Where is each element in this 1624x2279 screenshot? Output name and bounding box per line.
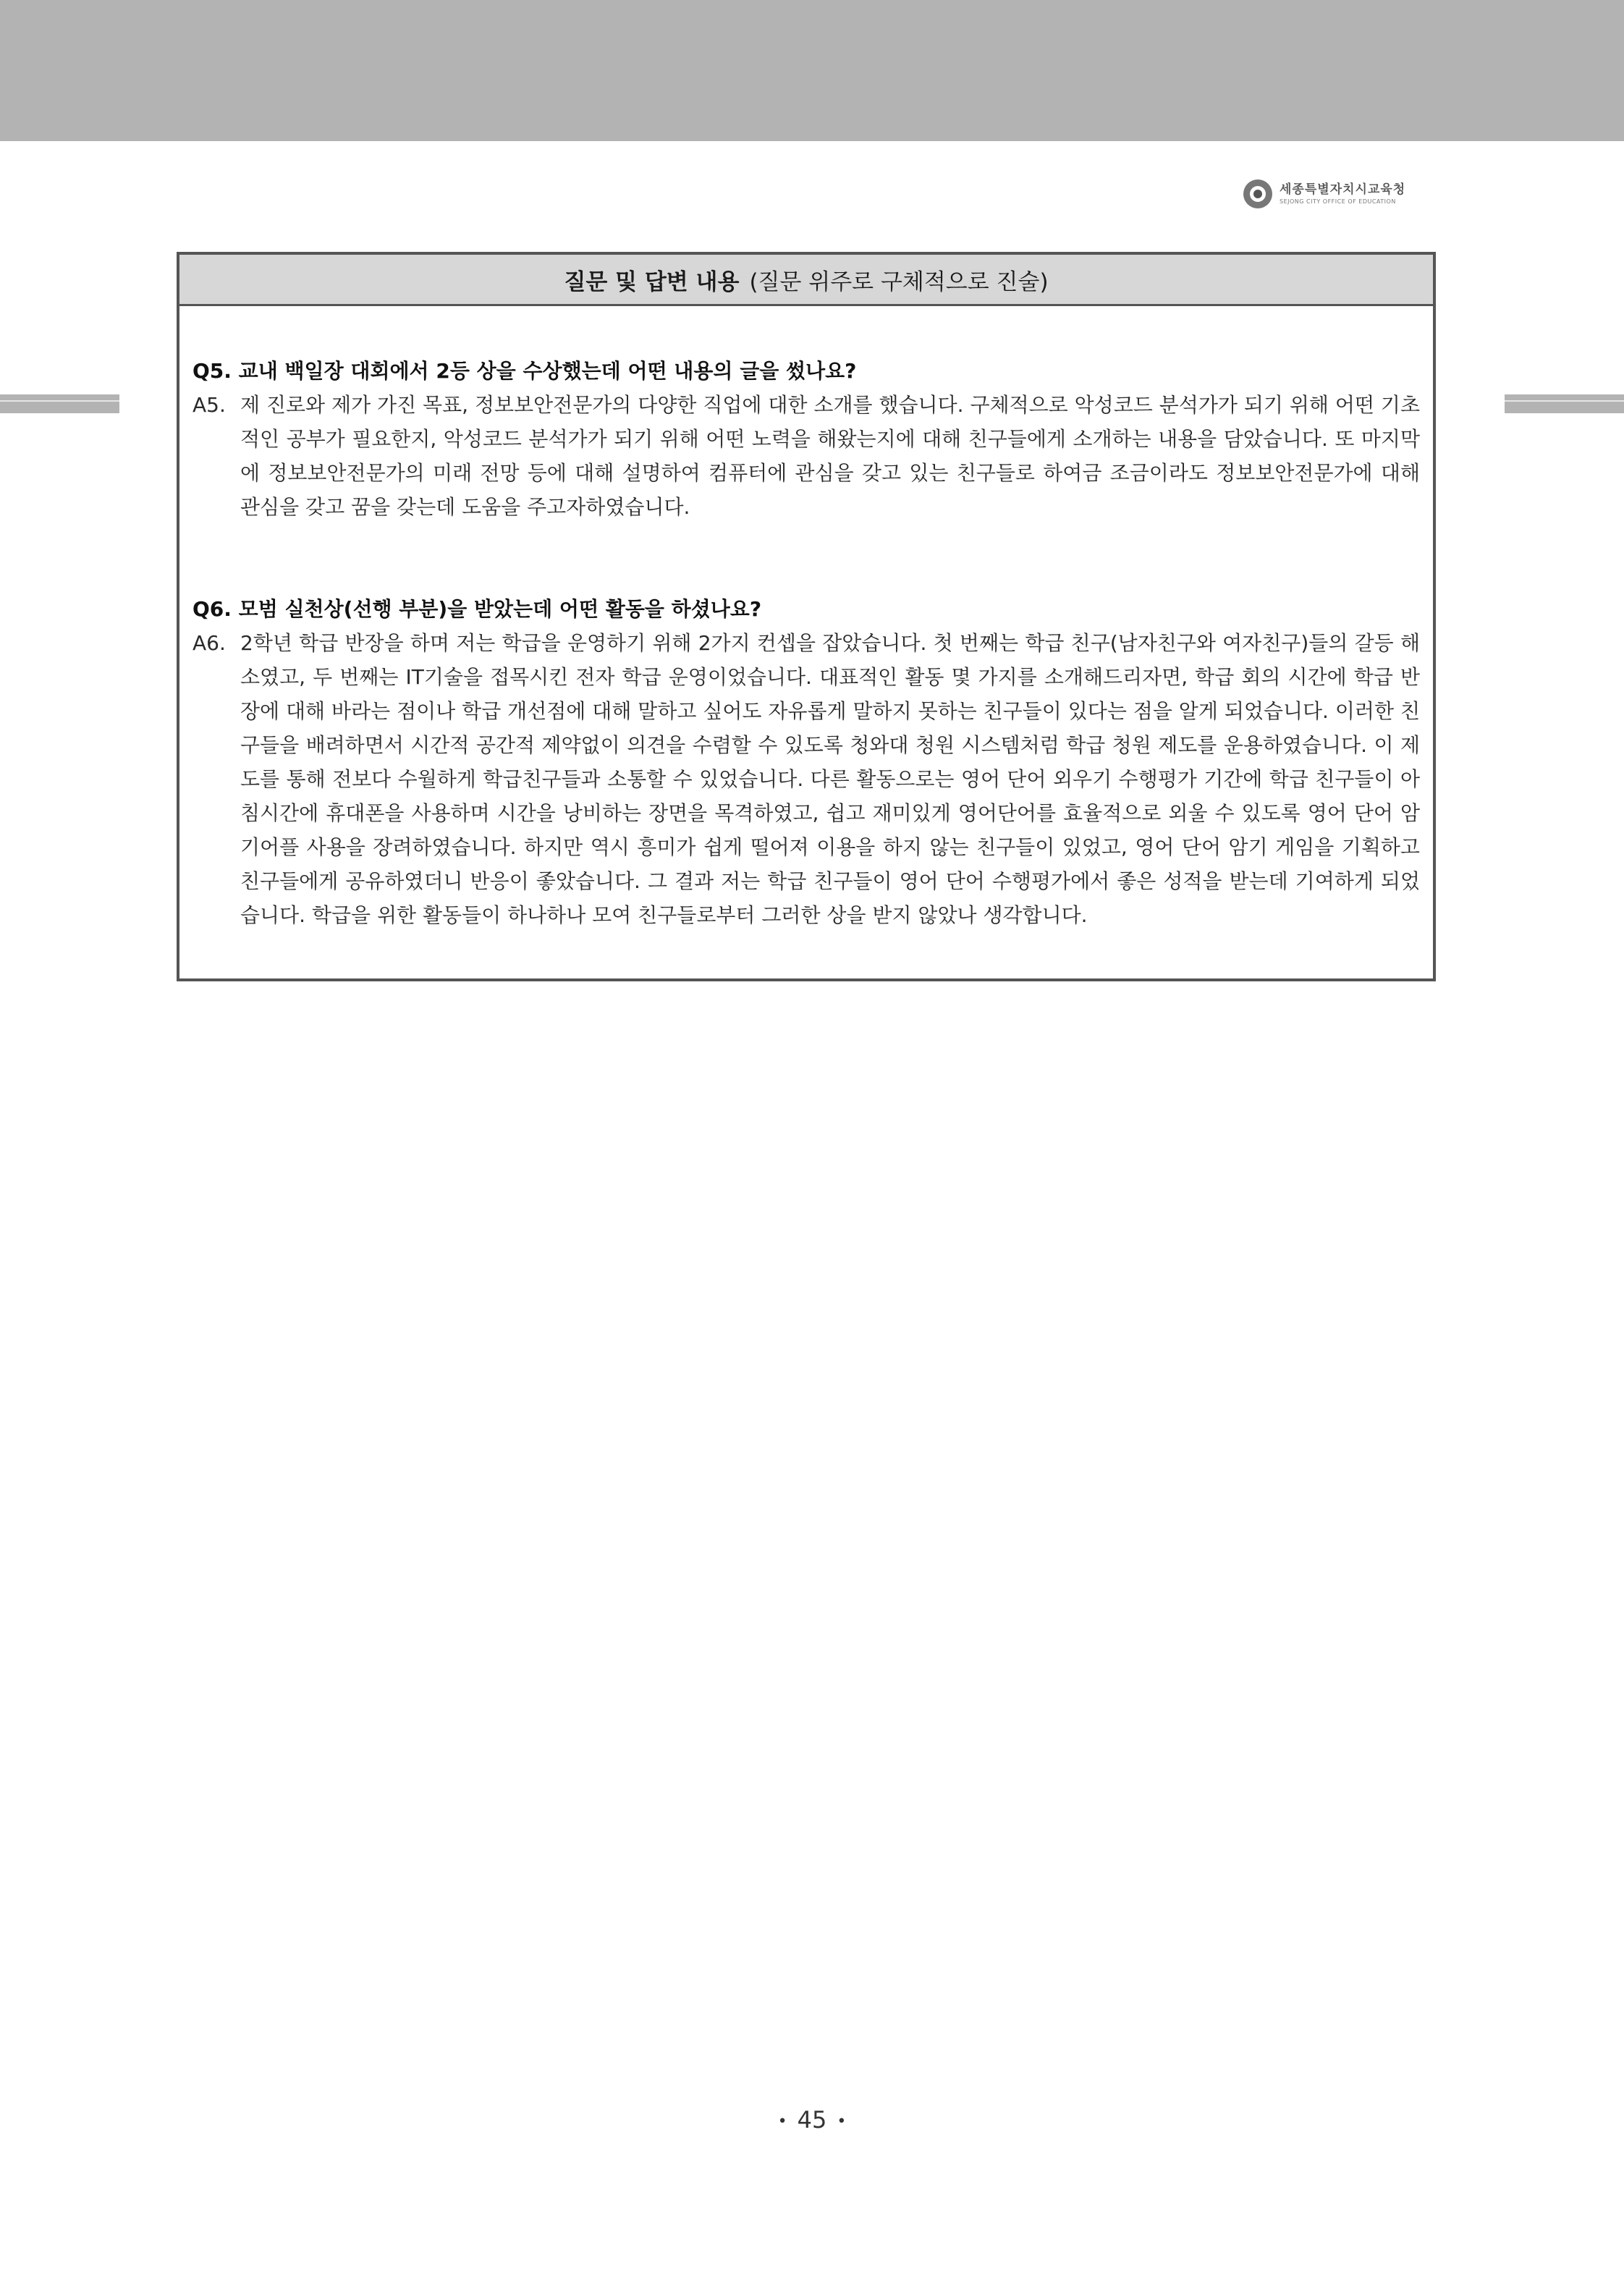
question-q6: Q6. 모범 실천상(선행 부분)을 받았는데 어떤 활동을 하셨나요? — [193, 597, 762, 621]
page-number: 45 — [797, 2106, 827, 2134]
qa-body — [179, 306, 1433, 932]
qa-content-box — [177, 252, 1436, 981]
bullet-right: • — [837, 2112, 847, 2131]
answer-prefix: A5. — [193, 393, 226, 417]
spacer — [193, 524, 1420, 592]
answer-prefix: A6. — [193, 631, 226, 655]
emblem-icon — [1243, 179, 1272, 208]
qa-box-title-note: (질문 위주로 구체적으로 진술) — [749, 269, 1049, 295]
right-decorative-stripe — [1505, 394, 1624, 413]
answer-text: 2학년 학급 반장을 하며 저는 학급을 운영하기 위해 2가지 컨셉을 잡았습니다. 첫 번째는 학급 친구(남자친구와 여자친구)들의 갈등 해소였고, 두 번째는 IT기술을 접목시킨 전자 학급 운영이었습니다. 대표적인 활동 몇 가지를 소개해드리자면, 학급 회의 시간에 학급 반장에 대해 바라는 점이나 학급 개선점에 대해 말하고 싶어도 자유롭게 말하지 못하는 친구들이 있다는 점을 알게 되었습니다. 이러한 친구들을 배려하면서 시간적 공간적 제약없이 의견을 수렴할 수 있도록 청와대 청원 시스템처럼 학급 청원 제도를 운용하였습니다. 이 제도를 통해 전보다 수월하게 학급친구들과 소통할 수 있었습니다. 다른 활동으로는 영어 단어 외우기 수행평가 기간에 학급 친구들이 아침시간에 휴대폰을 사용하며 시간을 낭비하는 장면을 목격하였고, 쉽고 재미있게 영어단어를 효율적으로 외울 수 있도록 영어 단어 암기어플 사용을 장려하였습니다. 하지만 역시 흥미가 쉽게 떨어져 이용을 하지 않는 친구들이 있었고, 영어 단어 암기 게임을 기획하고 친구들에게 공유하였더니 반응이 좋았습니다. 그 결과 저는 학급 친구들이 영어 단어 수행평가에서 좋은 성적을 받는데 기여하게 되었습니다. 학급을 위한 활동들이 하나하나 모여 친구들로부터 그러한 상을 받지 않았나 생각합니다. — [240, 631, 1420, 927]
left-decorative-stripe — [0, 394, 119, 413]
answer-a6 — [193, 626, 1420, 932]
office-of-education-logo — [1243, 179, 1405, 208]
top-decorative-band — [0, 0, 1624, 141]
bullet-left: • — [777, 2112, 787, 2131]
qa-box-title-bold: 질문 및 답변 내용 — [564, 269, 740, 295]
logo-text-group — [1280, 184, 1405, 205]
qa-box-title — [179, 255, 1433, 306]
question-q5: Q5. 교내 백일장 대회에서 2등 상을 수상했는데 어떤 내용의 글을 썼나요? — [193, 359, 857, 383]
answer-text: 제 진로와 제가 가진 목표, 정보보안전문가의 다양한 직업에 대한 소개를 했습니다. 구체적으로 악성코드 분석가가 되기 위해 어떤 기초적인 공부가 필요한지, 악성코드 분석가가 되기 위해 어떤 노력을 해왔는지에 대해 친구들에게 소개하는 내용을 담았습니다. 또 마지막에 정보보안전문가의 미래 전망 등에 대해 설명하여 컴퓨터에 관심을 갖고 있는 친구들로 하여금 조금이라도 정보보안전문가에 대해 관심을 갖고 꿈을 갖는데 도움을 주고자하였습니다. — [240, 393, 1420, 519]
answer-a5 — [193, 388, 1420, 524]
logo-subtext: SEJONG CITY OFFICE OF EDUCATION — [1280, 198, 1396, 205]
page-footer — [0, 2106, 1624, 2134]
logo-text: 세종특별자치시교육청 — [1280, 182, 1406, 197]
